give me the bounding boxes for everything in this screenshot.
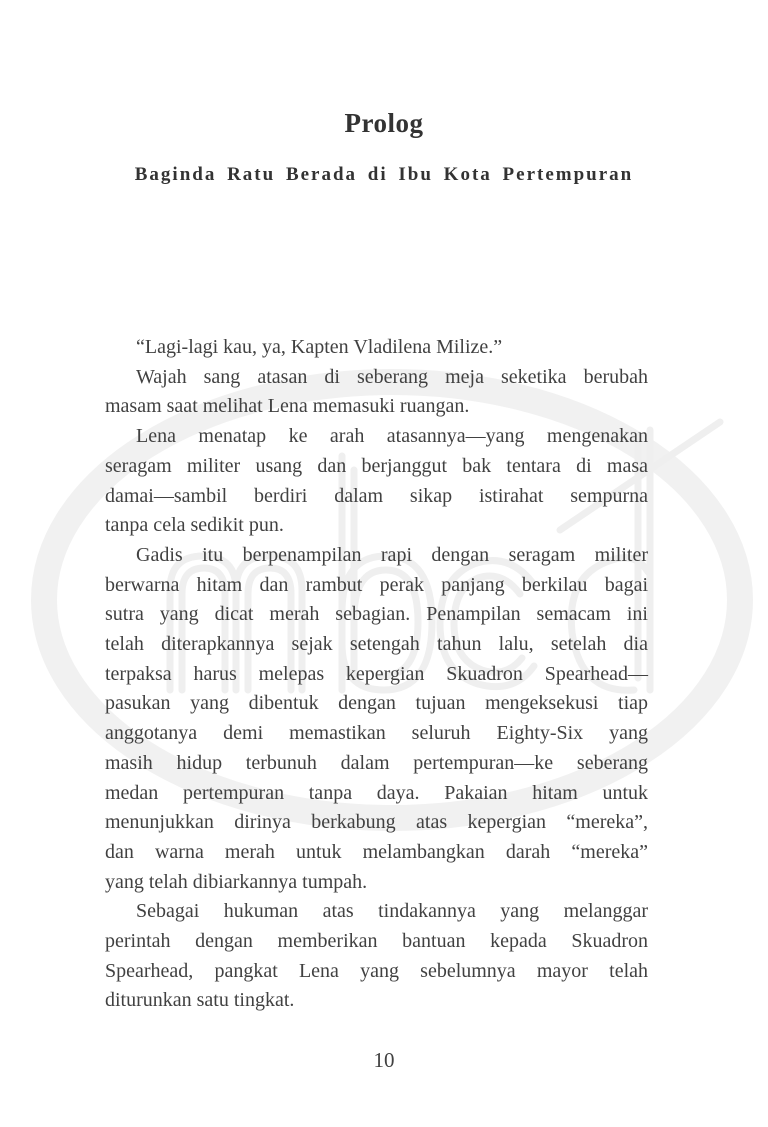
text-line: Gadis itu berpenampilan rapi dengan seragam militer (136, 543, 648, 566)
text-line: “Lagi-lagi kau, ya, Kapten Vladilena Milize.” (136, 336, 503, 358)
text-line: dan warna merah untuk melambangkan darah “mereka” (105, 840, 648, 863)
text-line: Spearhead, pangkat Lena yang sebelumnya mayor telah (105, 959, 648, 982)
body-text (105, 333, 648, 1016)
text-line: Lena menatap ke arah atasannya—yang mengenakan (136, 425, 648, 448)
text-line: pasukan yang dibentuk dengan tujuan mengeksekusi tiap (105, 692, 648, 715)
text-line: yang telah dibiarkannya tumpah. (105, 870, 368, 893)
text-line: tanpa cela sedikit pun. (105, 514, 284, 537)
page-number: 10 (373, 1048, 395, 1072)
text-line: diturunkan satu tingkat. (105, 989, 295, 1012)
text-line: terpaksa harus melepas kepergian Skuadron Spearhead— (105, 662, 648, 685)
chapter-subtitle: Baginda Ratu Berada di Ibu Kota Pertempuran (134, 164, 634, 185)
chapter-title: Prolog (344, 108, 424, 138)
text-line: damai—sambil berdiri dalam sikap istirahat sempurna (105, 484, 648, 507)
text-line: medan pertempuran tanpa daya. Pakaian hitam untuk (105, 781, 648, 804)
text-line: telah diterapkannya sejak setengah tahun lalu, setelah dia (105, 633, 648, 656)
text-line: anggotanya demi memastikan seluruh Eighty-Six yang (105, 722, 648, 745)
text-line: Sebagai hukuman atas tindakannya yang melanggar (136, 900, 648, 923)
text-line: berwarna hitam dan rambut perak panjang berkilau bagai (105, 573, 648, 596)
text-line: seragam militer usang dan berjanggut bak tentara di masa (105, 454, 648, 477)
text-line: Wajah sang atasan di seberang meja seketika berubah (136, 365, 648, 388)
text-line: masih hidup terbunuh dalam pertempuran—ke seberang (105, 751, 648, 774)
text-line: perintah dengan memberikan bantuan kepada Skuadron (105, 930, 648, 953)
text-line: menunjukkan dirinya berkabung atas kepergian “mereka”, (105, 811, 648, 834)
text-line: sutra yang dicat merah sebagian. Penampilan semacam ini (105, 603, 648, 626)
text-line: masam saat melihat Lena memasuki ruangan. (105, 395, 470, 418)
